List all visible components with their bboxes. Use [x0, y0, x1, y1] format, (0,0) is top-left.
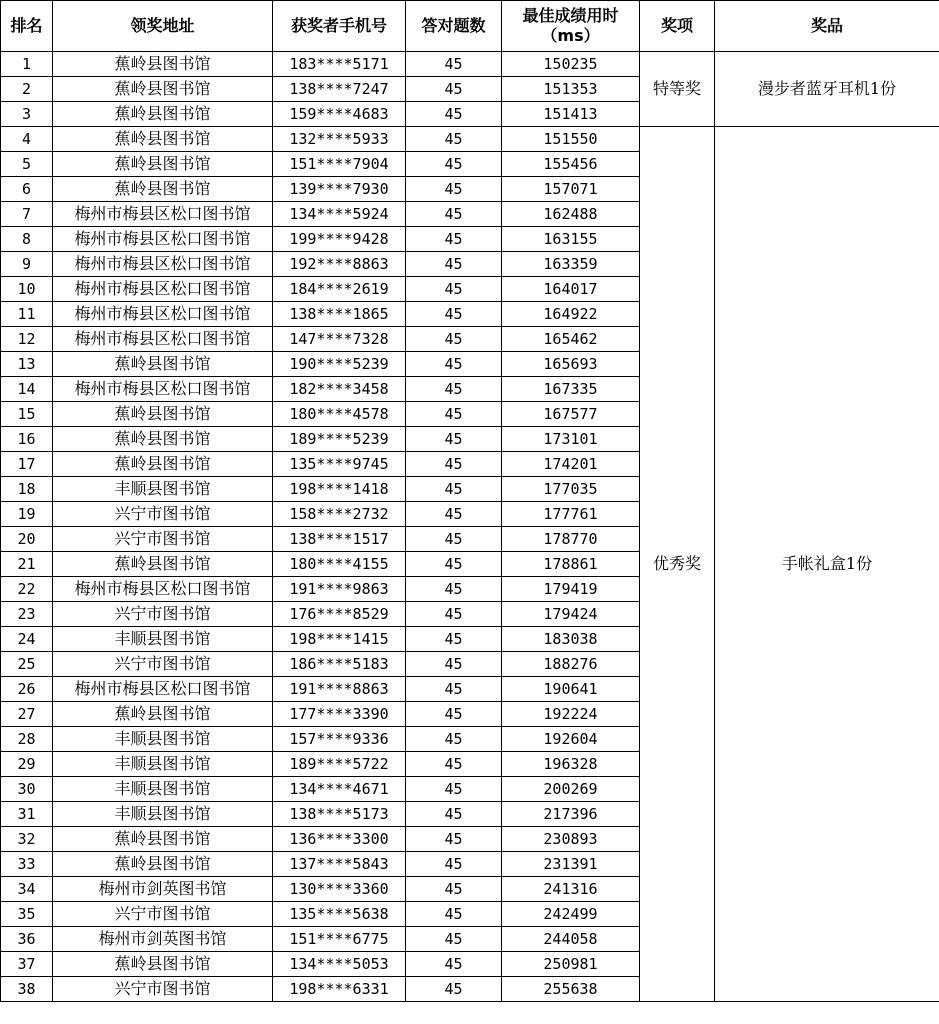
- address-cell: 兴宁市图书馆: [53, 602, 273, 627]
- address-cell: 蕉岭县图书馆: [53, 702, 273, 727]
- header-address: 领奖地址: [53, 1, 273, 52]
- correct-cell: 45: [406, 252, 502, 277]
- time-cell: 174201: [502, 452, 640, 477]
- address-cell: 兴宁市图书馆: [53, 502, 273, 527]
- time-cell: 255638: [502, 977, 640, 1002]
- rank-cell: 16: [1, 427, 53, 452]
- rank-cell: 29: [1, 752, 53, 777]
- time-cell: 192224: [502, 702, 640, 727]
- phone-cell: 134****5924: [273, 202, 406, 227]
- phone-cell: 130****3360: [273, 877, 406, 902]
- time-cell: 151353: [502, 77, 640, 102]
- phone-cell: 190****5239: [273, 352, 406, 377]
- header-best-time-line2: （ms）: [541, 26, 600, 45]
- phone-cell: 132****5933: [273, 127, 406, 152]
- time-cell: 151413: [502, 102, 640, 127]
- address-cell: 梅州市梅县区松口图书馆: [53, 227, 273, 252]
- phone-cell: 184****2619: [273, 277, 406, 302]
- correct-cell: 45: [406, 227, 502, 252]
- correct-cell: 45: [406, 602, 502, 627]
- phone-cell: 138****1865: [273, 302, 406, 327]
- address-cell: 梅州市梅县区松口图书馆: [53, 327, 273, 352]
- phone-cell: 151****7904: [273, 152, 406, 177]
- table-body: [1, 52, 939, 1002]
- phone-cell: 180****4155: [273, 552, 406, 577]
- correct-cell: 45: [406, 352, 502, 377]
- time-cell: 151550: [502, 127, 640, 152]
- rank-cell: 34: [1, 877, 53, 902]
- phone-cell: 157****9336: [273, 727, 406, 752]
- address-cell: 梅州市梅县区松口图书馆: [53, 577, 273, 602]
- rank-cell: 9: [1, 252, 53, 277]
- rank-cell: 25: [1, 652, 53, 677]
- rank-cell: 2: [1, 77, 53, 102]
- address-cell: 蕉岭县图书馆: [53, 52, 273, 77]
- correct-cell: 45: [406, 677, 502, 702]
- address-cell: 蕉岭县图书馆: [53, 827, 273, 852]
- correct-cell: 45: [406, 927, 502, 952]
- correct-cell: 45: [406, 302, 502, 327]
- address-cell: 丰顺县图书馆: [53, 777, 273, 802]
- correct-cell: 45: [406, 77, 502, 102]
- header-phone: 获奖者手机号: [273, 1, 406, 52]
- rank-cell: 35: [1, 902, 53, 927]
- phone-cell: 176****8529: [273, 602, 406, 627]
- correct-cell: 45: [406, 527, 502, 552]
- correct-cell: 45: [406, 552, 502, 577]
- correct-cell: 45: [406, 877, 502, 902]
- rank-cell: 37: [1, 952, 53, 977]
- table-row: [1, 52, 939, 77]
- address-cell: 蕉岭县图书馆: [53, 452, 273, 477]
- correct-cell: 45: [406, 577, 502, 602]
- address-cell: 兴宁市图书馆: [53, 527, 273, 552]
- phone-cell: 137****5843: [273, 852, 406, 877]
- time-cell: 241316: [502, 877, 640, 902]
- time-cell: 179419: [502, 577, 640, 602]
- correct-cell: 45: [406, 52, 502, 77]
- rank-cell: 33: [1, 852, 53, 877]
- address-cell: 丰顺县图书馆: [53, 802, 273, 827]
- address-cell: 丰顺县图书馆: [53, 752, 273, 777]
- correct-cell: 45: [406, 727, 502, 752]
- address-cell: 兴宁市图书馆: [53, 652, 273, 677]
- header-best-time: [502, 1, 640, 52]
- address-cell: 蕉岭县图书馆: [53, 152, 273, 177]
- rank-cell: 24: [1, 627, 53, 652]
- time-cell: 177035: [502, 477, 640, 502]
- correct-cell: 45: [406, 152, 502, 177]
- correct-cell: 45: [406, 102, 502, 127]
- rank-cell: 17: [1, 452, 53, 477]
- rank-cell: 15: [1, 402, 53, 427]
- phone-cell: 199****9428: [273, 227, 406, 252]
- rank-cell: 22: [1, 577, 53, 602]
- phone-cell: 139****7930: [273, 177, 406, 202]
- time-cell: 200269: [502, 777, 640, 802]
- address-cell: 梅州市梅县区松口图书馆: [53, 277, 273, 302]
- time-cell: 190641: [502, 677, 640, 702]
- time-cell: 164922: [502, 302, 640, 327]
- correct-cell: 45: [406, 127, 502, 152]
- address-cell: 梅州市梅县区松口图书馆: [53, 252, 273, 277]
- correct-cell: 45: [406, 627, 502, 652]
- prize-cell: 漫步者蓝牙耳机1份: [715, 52, 939, 127]
- address-cell: 梅州市梅县区松口图书馆: [53, 677, 273, 702]
- phone-cell: 182****3458: [273, 377, 406, 402]
- phone-cell: 198****6331: [273, 977, 406, 1002]
- rank-cell: 13: [1, 352, 53, 377]
- address-cell: 蕉岭县图书馆: [53, 102, 273, 127]
- rank-cell: 18: [1, 477, 53, 502]
- time-cell: 162488: [502, 202, 640, 227]
- header-row: [1, 1, 939, 52]
- phone-cell: 198****1418: [273, 477, 406, 502]
- rank-cell: 4: [1, 127, 53, 152]
- correct-cell: 45: [406, 427, 502, 452]
- correct-cell: 45: [406, 702, 502, 727]
- rank-cell: 31: [1, 802, 53, 827]
- award-cell: 特等奖: [640, 52, 715, 127]
- address-cell: 丰顺县图书馆: [53, 727, 273, 752]
- time-cell: 164017: [502, 277, 640, 302]
- correct-cell: 45: [406, 477, 502, 502]
- rank-cell: 8: [1, 227, 53, 252]
- correct-cell: 45: [406, 377, 502, 402]
- time-cell: 230893: [502, 827, 640, 852]
- time-cell: 244058: [502, 927, 640, 952]
- address-cell: 蕉岭县图书馆: [53, 177, 273, 202]
- phone-cell: 192****8863: [273, 252, 406, 277]
- correct-cell: 45: [406, 802, 502, 827]
- rank-cell: 30: [1, 777, 53, 802]
- address-cell: 蕉岭县图书馆: [53, 77, 273, 102]
- time-cell: 179424: [502, 602, 640, 627]
- rank-cell: 38: [1, 977, 53, 1002]
- address-cell: 丰顺县图书馆: [53, 477, 273, 502]
- rank-cell: 12: [1, 327, 53, 352]
- correct-cell: 45: [406, 502, 502, 527]
- phone-cell: 159****4683: [273, 102, 406, 127]
- address-cell: 蕉岭县图书馆: [53, 852, 273, 877]
- rank-cell: 36: [1, 927, 53, 952]
- correct-cell: 45: [406, 652, 502, 677]
- phone-cell: 198****1415: [273, 627, 406, 652]
- address-cell: 梅州市剑英图书馆: [53, 877, 273, 902]
- phone-cell: 189****5722: [273, 752, 406, 777]
- rank-cell: 7: [1, 202, 53, 227]
- correct-cell: 45: [406, 202, 502, 227]
- time-cell: 167335: [502, 377, 640, 402]
- prize-cell: 手帐礼盒1份: [715, 127, 939, 1002]
- phone-cell: 134****5053: [273, 952, 406, 977]
- time-cell: 242499: [502, 902, 640, 927]
- phone-cell: 138****5173: [273, 802, 406, 827]
- time-cell: 165462: [502, 327, 640, 352]
- phone-cell: 138****7247: [273, 77, 406, 102]
- rank-cell: 21: [1, 552, 53, 577]
- table-row: [1, 127, 939, 152]
- time-cell: 177761: [502, 502, 640, 527]
- address-cell: 蕉岭县图书馆: [53, 427, 273, 452]
- time-cell: 167577: [502, 402, 640, 427]
- phone-cell: 180****4578: [273, 402, 406, 427]
- correct-cell: 45: [406, 902, 502, 927]
- correct-cell: 45: [406, 752, 502, 777]
- address-cell: 兴宁市图书馆: [53, 902, 273, 927]
- address-cell: 梅州市剑英图书馆: [53, 927, 273, 952]
- correct-cell: 45: [406, 852, 502, 877]
- rank-cell: 10: [1, 277, 53, 302]
- phone-cell: 189****5239: [273, 427, 406, 452]
- rank-cell: 11: [1, 302, 53, 327]
- time-cell: 196328: [502, 752, 640, 777]
- phone-cell: 138****1517: [273, 527, 406, 552]
- time-cell: 183038: [502, 627, 640, 652]
- correct-cell: 45: [406, 977, 502, 1002]
- phone-cell: 191****9863: [273, 577, 406, 602]
- header-correct: 答对题数: [406, 1, 502, 52]
- time-cell: 163359: [502, 252, 640, 277]
- rank-cell: 20: [1, 527, 53, 552]
- time-cell: 157071: [502, 177, 640, 202]
- address-cell: 蕉岭县图书馆: [53, 352, 273, 377]
- phone-cell: 183****5171: [273, 52, 406, 77]
- correct-cell: 45: [406, 827, 502, 852]
- phone-cell: 186****5183: [273, 652, 406, 677]
- time-cell: 188276: [502, 652, 640, 677]
- time-cell: 163155: [502, 227, 640, 252]
- time-cell: 165693: [502, 352, 640, 377]
- address-cell: 蕉岭县图书馆: [53, 952, 273, 977]
- time-cell: 173101: [502, 427, 640, 452]
- address-cell: 梅州市梅县区松口图书馆: [53, 202, 273, 227]
- header-best-time-line1: 最佳成绩用时: [522, 6, 619, 25]
- address-cell: 蕉岭县图书馆: [53, 127, 273, 152]
- time-cell: 217396: [502, 802, 640, 827]
- time-cell: 192604: [502, 727, 640, 752]
- address-cell: 梅州市梅县区松口图书馆: [53, 377, 273, 402]
- rank-cell: 5: [1, 152, 53, 177]
- address-cell: 丰顺县图书馆: [53, 627, 273, 652]
- correct-cell: 45: [406, 452, 502, 477]
- correct-cell: 45: [406, 327, 502, 352]
- rank-cell: 23: [1, 602, 53, 627]
- header-prize: 奖品: [715, 1, 939, 52]
- phone-cell: 191****8863: [273, 677, 406, 702]
- rank-cell: 28: [1, 727, 53, 752]
- phone-cell: 136****3300: [273, 827, 406, 852]
- correct-cell: 45: [406, 277, 502, 302]
- phone-cell: 158****2732: [273, 502, 406, 527]
- rank-cell: 3: [1, 102, 53, 127]
- address-cell: 兴宁市图书馆: [53, 977, 273, 1002]
- rank-cell: 26: [1, 677, 53, 702]
- rank-cell: 14: [1, 377, 53, 402]
- header-rank: 排名: [1, 1, 53, 52]
- phone-cell: 135****5638: [273, 902, 406, 927]
- header-award: 奖项: [640, 1, 715, 52]
- rank-cell: 6: [1, 177, 53, 202]
- rank-cell: 1: [1, 52, 53, 77]
- correct-cell: 45: [406, 777, 502, 802]
- time-cell: 250981: [502, 952, 640, 977]
- rank-cell: 27: [1, 702, 53, 727]
- rank-cell: 19: [1, 502, 53, 527]
- phone-cell: 147****7328: [273, 327, 406, 352]
- correct-cell: 45: [406, 402, 502, 427]
- address-cell: 梅州市梅县区松口图书馆: [53, 302, 273, 327]
- phone-cell: 134****4671: [273, 777, 406, 802]
- time-cell: 178770: [502, 527, 640, 552]
- time-cell: 150235: [502, 52, 640, 77]
- time-cell: 155456: [502, 152, 640, 177]
- correct-cell: 45: [406, 177, 502, 202]
- rank-cell: 32: [1, 827, 53, 852]
- address-cell: 蕉岭县图书馆: [53, 552, 273, 577]
- award-cell: 优秀奖: [640, 127, 715, 1002]
- correct-cell: 45: [406, 952, 502, 977]
- address-cell: 蕉岭县图书馆: [53, 402, 273, 427]
- time-cell: 231391: [502, 852, 640, 877]
- phone-cell: 135****9745: [273, 452, 406, 477]
- phone-cell: 177****3390: [273, 702, 406, 727]
- time-cell: 178861: [502, 552, 640, 577]
- phone-cell: 151****6775: [273, 927, 406, 952]
